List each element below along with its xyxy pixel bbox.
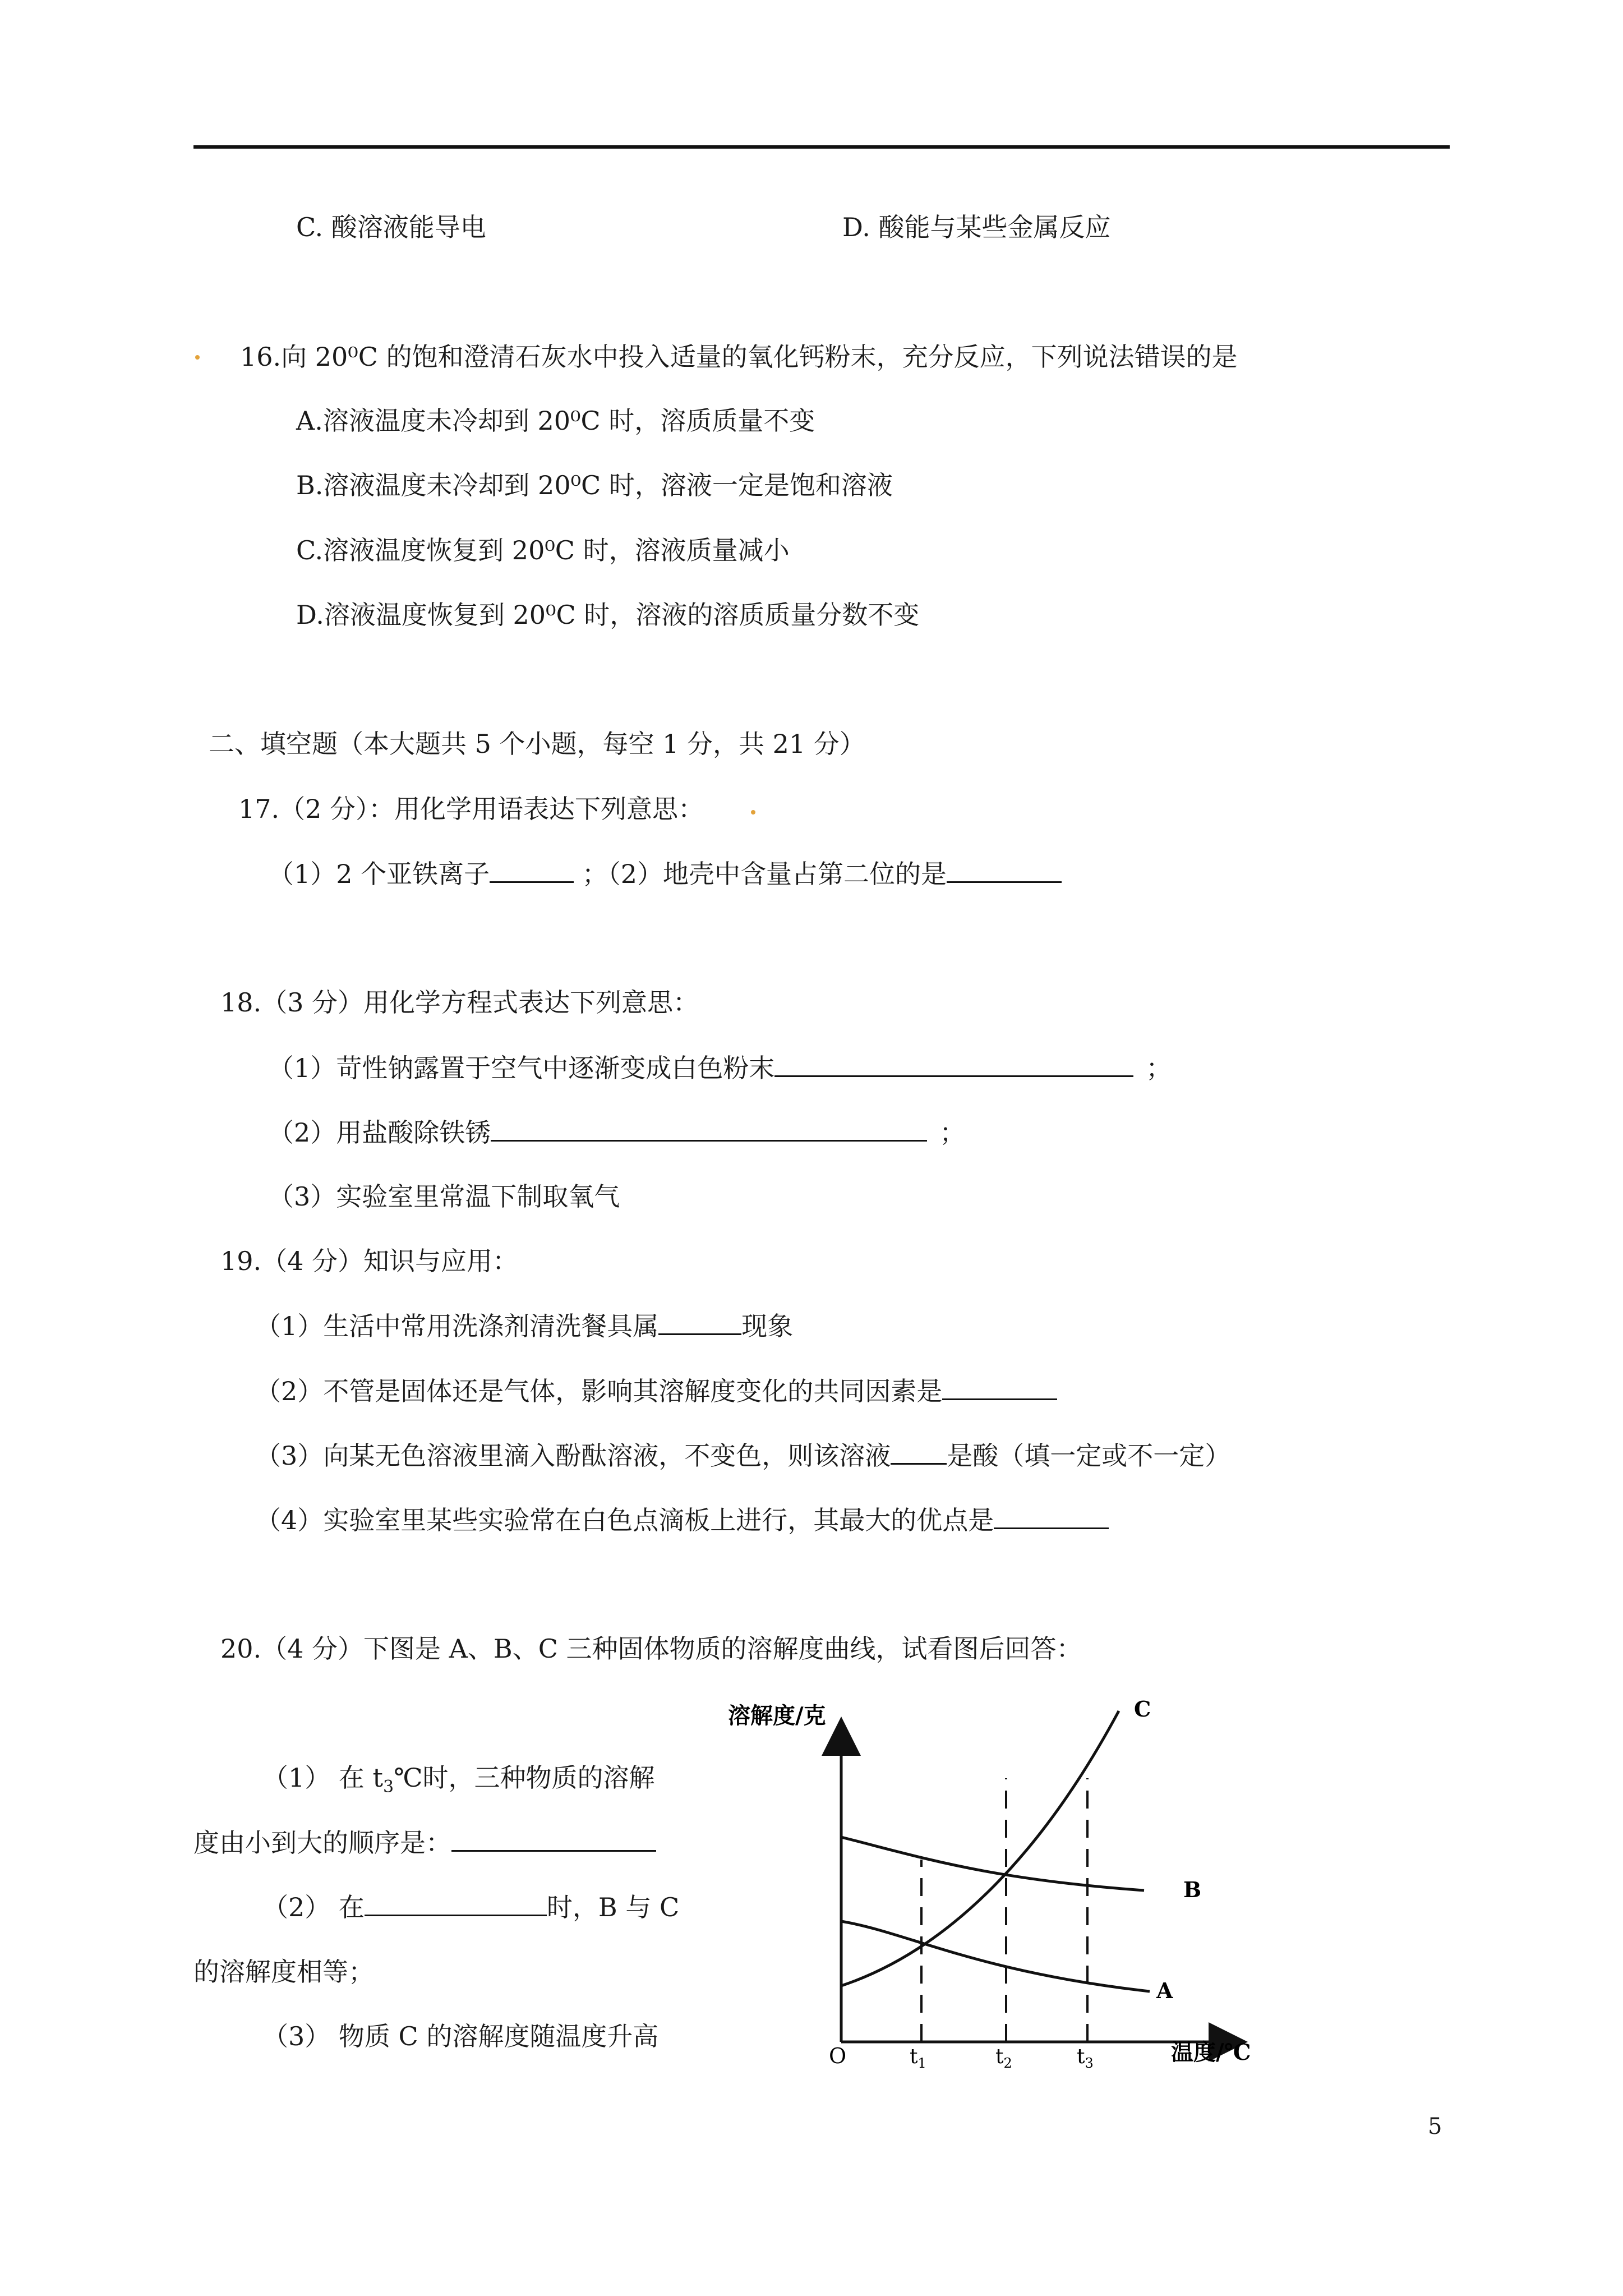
q18-part3: （3）实验室里常温下制取氧气 bbox=[268, 1181, 620, 1212]
t3-subscript: 3 bbox=[383, 1777, 394, 1797]
q19-part1-after: 现象 bbox=[741, 1311, 794, 1341]
q20-stem: 20.（4 分）下图是 A、B、C 三种固体物质的溶解度曲线，试看图后回答： bbox=[220, 1634, 1082, 1664]
q20-part1-line2-text: 度由小到大的顺序是： bbox=[193, 1828, 451, 1858]
y-axis-label: 溶解度/克 bbox=[728, 1703, 826, 1729]
curve-label-a: A bbox=[1156, 1978, 1173, 2003]
q20-part1-pre: （1） 在 t bbox=[262, 1763, 383, 1793]
tick-t2-sub: 2 bbox=[1003, 2055, 1012, 2071]
punct: ； bbox=[1146, 1053, 1172, 1083]
q17-stem: 17.（2 分）：用化学用语表达下列意思： bbox=[238, 794, 704, 824]
q16-option-c: C.溶液温度恢复到 20⁰C 时，溶液质量减小 bbox=[296, 535, 790, 565]
q18-stem: 18.（3 分）用化学方程式表达下列意思： bbox=[220, 987, 699, 1018]
q19-part2-text: （2）不管是固体还是气体，影响其溶解度变化的共同因素是 bbox=[255, 1376, 943, 1406]
tick-t1 bbox=[910, 2045, 926, 2071]
section-title: 二、填空题（本大题共 5 个小题，每空 1 分，共 21 分） bbox=[209, 729, 865, 759]
q16-option-a: A.溶液温度未冷却到 20⁰C 时，溶质质量不变 bbox=[296, 406, 815, 436]
q19-part3-after: 是酸（填一定或不一定） bbox=[947, 1441, 1231, 1471]
q17-part1-text: （1）2 个亚铁离子 bbox=[268, 859, 490, 889]
q20-part2-pre: （2） 在 bbox=[262, 1892, 365, 1922]
curve-label-c: C bbox=[1134, 1696, 1151, 1722]
tick-t1-sub: 1 bbox=[917, 2055, 926, 2071]
q19-part3-text: （3）向某无色溶液里滴入酚酞溶液，不变色，则该溶液 bbox=[255, 1441, 891, 1471]
q18-part1-text: （1）苛性钠露置于空气中逐渐变成白色粉末 bbox=[268, 1053, 775, 1083]
q20-part1-post: ℃时，三种物质的溶解 bbox=[394, 1763, 655, 1793]
q20-part2-post: 时，B 与 C bbox=[546, 1892, 680, 1922]
q19-stem: 19.（4 分）知识与应用： bbox=[220, 1246, 519, 1276]
q15-option-d: D. 酸能与某些金属反应 bbox=[842, 212, 1111, 242]
curve-label-b: B bbox=[1183, 1877, 1202, 1902]
q17-part2-text: ；（2）地壳中含量占第二位的是 bbox=[582, 859, 947, 889]
tick-t3-sub: 3 bbox=[1085, 2055, 1094, 2071]
origin-label: O bbox=[829, 2044, 847, 2068]
q19-part1-text: （1）生活中常用洗涤剂清洗餐具属 bbox=[255, 1311, 659, 1341]
q16-option-b: B.溶液温度未冷却到 20⁰C 时，溶液一定是饱和溶液 bbox=[296, 470, 893, 500]
tick-t2-text: t bbox=[995, 2045, 1004, 2068]
x-axis-label: 温度/℃ bbox=[1171, 2039, 1251, 2065]
q20-part2-line2: 的溶解度相等； bbox=[193, 1957, 374, 1987]
q16-option-d: D.溶液温度恢复到 20⁰C 时，溶液的溶质质量分数不变 bbox=[296, 600, 920, 630]
page-number: 5 bbox=[1428, 2114, 1442, 2139]
curve-b bbox=[841, 1921, 1150, 1991]
q19-part4-text: （4）实验室里某些实验常在白色点滴板上进行，其最大的优点是 bbox=[255, 1505, 994, 1535]
tick-t3 bbox=[1077, 2045, 1094, 2071]
q15-option-c: C. 酸溶液能导电 bbox=[296, 212, 486, 242]
q18-part2-text: （2）用盐酸除铁锈 bbox=[268, 1117, 491, 1148]
tick-t3-text: t bbox=[1077, 2045, 1085, 2068]
tick-t2 bbox=[995, 2045, 1012, 2071]
q16-stem: 16.向 20⁰C 的饱和澄清石灰水中投入适量的氧化钙粉末，充分反应，下列说法错误的是 bbox=[240, 342, 1238, 372]
curve-a bbox=[841, 1837, 1144, 1890]
punct: ； bbox=[939, 1117, 966, 1148]
tick-t1-text: t bbox=[910, 2045, 918, 2068]
q20-part3-line1: （3） 物质 C 的溶解度随温度升高 bbox=[262, 2021, 659, 2051]
